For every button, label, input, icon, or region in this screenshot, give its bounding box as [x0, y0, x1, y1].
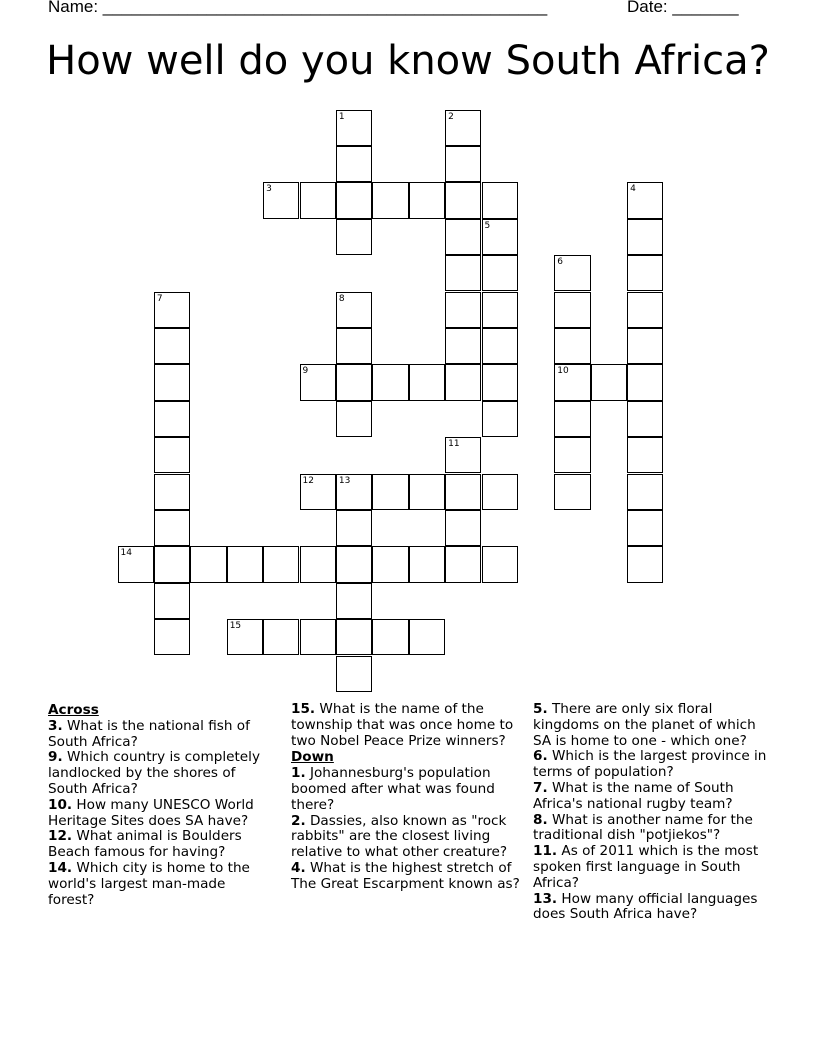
grid-cell[interactable]	[554, 292, 590, 328]
grid-cell[interactable]	[482, 219, 518, 255]
cell-number: 2	[448, 111, 454, 122]
clue-number: 4.	[291, 859, 306, 876]
clue-number: 14.	[48, 859, 73, 876]
grid-cell[interactable]	[372, 182, 408, 218]
grid-cell[interactable]	[336, 182, 372, 218]
grid-cell[interactable]	[336, 474, 372, 510]
grid-cell[interactable]	[627, 510, 663, 546]
grid-cell[interactable]	[336, 656, 372, 692]
grid-cell[interactable]	[409, 474, 445, 510]
grid-cell[interactable]	[482, 292, 518, 328]
grid-cell[interactable]	[300, 474, 336, 510]
clue-column-right	[533, 702, 773, 923]
cell-number: 9	[302, 366, 309, 377]
clue-text: What is the name of the township that was once home to two Nobel Peace Prize winners?	[291, 701, 514, 749]
grid-cell[interactable]	[263, 182, 299, 218]
cell-number: 3	[266, 184, 272, 195]
cell-number: 14	[120, 548, 132, 559]
clue-down-7	[533, 781, 773, 813]
grid-cell[interactable]	[263, 546, 299, 582]
clue-down-2	[291, 814, 527, 861]
grid-cell[interactable]	[627, 437, 663, 473]
date-field-line: Date: _______	[627, 0, 739, 16]
grid-cell[interactable]	[154, 546, 190, 582]
page-title: How well do you know South Africa?	[46, 38, 770, 84]
grid-cell[interactable]	[336, 292, 372, 328]
grid-cell[interactable]	[336, 583, 372, 619]
grid-cell[interactable]	[227, 546, 263, 582]
grid-cell[interactable]	[336, 546, 372, 582]
grid-cell[interactable]	[409, 364, 445, 400]
grid-cell[interactable]	[627, 292, 663, 328]
grid-cell[interactable]	[627, 182, 663, 218]
grid-cell[interactable]	[554, 328, 590, 364]
grid-cell[interactable]	[336, 364, 372, 400]
grid-cell[interactable]	[445, 292, 481, 328]
grid-cell[interactable]	[627, 401, 663, 437]
clue-down-1	[291, 766, 527, 813]
clue-number: 8.	[533, 811, 548, 828]
clue-column-middle	[291, 702, 527, 893]
clue-number: 10.	[48, 796, 73, 813]
grid-cell[interactable]	[372, 546, 408, 582]
grid-cell[interactable]	[445, 219, 481, 255]
grid-cell[interactable]	[482, 546, 518, 582]
grid-cell[interactable]	[372, 474, 408, 510]
grid-cell[interactable]	[482, 182, 518, 218]
grid-cell[interactable]	[227, 619, 263, 655]
clue-down-4	[291, 861, 527, 893]
grid-cell[interactable]	[554, 437, 590, 473]
grid-cell[interactable]	[554, 255, 590, 291]
cell-number: 4	[630, 184, 636, 195]
grid-cell[interactable]	[409, 182, 445, 218]
grid-cell[interactable]	[627, 364, 663, 400]
grid-cell[interactable]	[445, 510, 481, 546]
grid-cell[interactable]	[445, 146, 481, 182]
cell-number: 7	[156, 293, 163, 304]
grid-cell[interactable]	[154, 583, 190, 619]
clue-number: 1.	[291, 765, 306, 782]
grid-cell[interactable]	[336, 328, 372, 364]
grid-cell[interactable]	[482, 364, 518, 400]
grid-cell[interactable]	[482, 328, 518, 364]
clue-column-left	[48, 702, 273, 908]
clue-number: 3.	[48, 717, 63, 734]
grid-cell[interactable]	[445, 474, 481, 510]
clue-down-13	[533, 892, 773, 924]
grid-cell[interactable]	[336, 110, 372, 146]
grid-cell[interactable]	[154, 364, 190, 400]
clue-across-9	[48, 750, 273, 797]
grid-cell[interactable]	[300, 546, 336, 582]
clue-text: There are only six floral kingdoms on the planet of which SA is home to one - which one?	[533, 701, 756, 749]
grid-cell[interactable]	[336, 619, 372, 655]
cell-number: 15	[229, 621, 242, 632]
down-heading: Down	[291, 749, 334, 766]
grid-cell[interactable]	[445, 328, 481, 364]
grid-cell[interactable]	[554, 364, 590, 400]
cell-number: 8	[338, 293, 345, 304]
clue-text: Which is the largest province in terms of population?	[533, 748, 767, 781]
clue-across-15	[291, 702, 527, 749]
cell-number: 10	[557, 366, 569, 377]
grid-cell[interactable]	[627, 255, 663, 291]
grid-cell[interactable]	[154, 510, 190, 546]
cell-number: 1	[338, 111, 345, 122]
grid-cell[interactable]	[445, 546, 481, 582]
grid-cell[interactable]	[482, 401, 518, 437]
grid-cell[interactable]	[445, 437, 481, 473]
clue-text: What is the highest stretch of The Great Escarpment known as?	[291, 859, 520, 892]
clue-number: 6.	[533, 748, 548, 765]
grid-cell[interactable]	[627, 328, 663, 364]
clue-down-5	[533, 702, 773, 749]
grid-cell[interactable]	[154, 437, 190, 473]
grid-cell[interactable]	[372, 619, 408, 655]
clue-text: What animal is Boulders Beach famous for having?	[48, 828, 242, 861]
grid-cell[interactable]	[445, 255, 481, 291]
across-heading: Across	[48, 702, 99, 718]
clue-text: Which city is home to the world's largest man-made forest?	[48, 859, 250, 908]
clue-number: 9.	[48, 749, 63, 766]
grid-cell[interactable]	[627, 219, 663, 255]
clue-text: What is the name of South Africa's national rugby team?	[533, 779, 734, 812]
grid-cell[interactable]	[482, 255, 518, 291]
grid-cell[interactable]	[554, 474, 590, 510]
grid-cell[interactable]	[300, 364, 336, 400]
clue-text: How many official languages does South Africa have?	[533, 890, 758, 923]
grid-cell[interactable]	[591, 364, 627, 400]
cell-number: 5	[484, 220, 491, 231]
grid-cell[interactable]	[336, 510, 372, 546]
grid-cell[interactable]	[300, 619, 336, 655]
grid-cell[interactable]	[627, 546, 663, 582]
grid-cell[interactable]	[445, 182, 481, 218]
clue-text: What is another name for the traditional dish "potjiekos"?	[533, 811, 753, 844]
clue-number: 7.	[533, 779, 548, 796]
grid-cell[interactable]	[627, 474, 663, 510]
grid-cell[interactable]	[445, 110, 481, 146]
clue-text: Which country is completely landlocked by the shores of South Africa?	[48, 749, 260, 797]
clue-text: How many UNESCO World Heritage Sites does SA have?	[48, 796, 254, 829]
grid-cell[interactable]	[300, 182, 336, 218]
clue-text: Johannesburg's population boomed after what was found there?	[291, 765, 495, 813]
grid-cell[interactable]	[409, 619, 445, 655]
clue-across-3	[48, 719, 273, 751]
grid-cell[interactable]	[554, 401, 590, 437]
clue-number: 2.	[291, 812, 306, 829]
grid-cell[interactable]	[154, 401, 190, 437]
grid-cell[interactable]	[154, 292, 190, 328]
clue-number: 12.	[48, 828, 73, 845]
grid-cell[interactable]	[154, 474, 190, 510]
cell-number: 13	[338, 475, 351, 486]
clue-number: 15.	[291, 701, 316, 717]
grid-cell[interactable]	[336, 401, 372, 437]
grid-cell[interactable]	[445, 364, 481, 400]
clue-number: 13.	[533, 890, 558, 907]
grid-cell[interactable]	[336, 219, 372, 255]
clue-across-10	[48, 798, 273, 830]
clue-number: 5.	[533, 701, 548, 717]
clue-down-11	[533, 844, 773, 891]
clue-across-14	[48, 861, 273, 908]
cell-number: 11	[448, 439, 460, 450]
clue-text: As of 2011 which is the most spoken first language in South Africa?	[533, 843, 759, 891]
grid-cell[interactable]	[372, 364, 408, 400]
grid-cell[interactable]	[118, 546, 154, 582]
clue-down-6	[533, 749, 773, 781]
cell-number: 6	[557, 257, 564, 268]
grid-cell[interactable]	[154, 619, 190, 655]
grid-cell[interactable]	[154, 328, 190, 364]
clue-text: What is the national fish of South Africa?	[48, 717, 250, 750]
clue-number: 11.	[533, 843, 558, 860]
grid-cell[interactable]	[263, 619, 299, 655]
clue-text: Dassies, also known as "rock rabbits" are the closest living relative to what other creature?	[291, 812, 508, 861]
cell-number: 12	[302, 475, 314, 486]
clue-across-12	[48, 829, 273, 861]
grid-cell[interactable]	[409, 546, 445, 582]
grid-cell[interactable]	[482, 474, 518, 510]
grid-cell[interactable]	[190, 546, 226, 582]
clue-down-8	[533, 813, 773, 845]
grid-cell[interactable]	[336, 146, 372, 182]
name-field-line: Name: _______________________________________________	[48, 0, 548, 16]
